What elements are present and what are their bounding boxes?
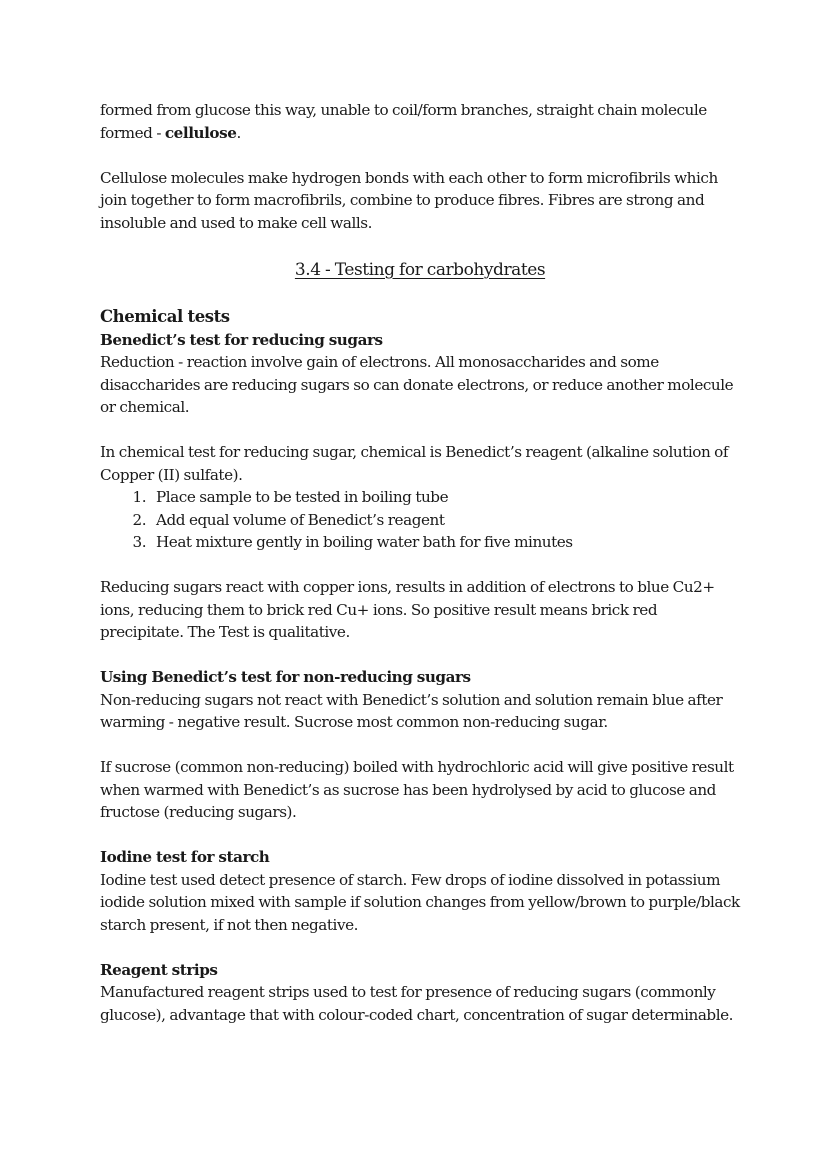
iodine-test-paragraph: Iodine test used detect presence of starch. Few drops of iodine dissolved in potassium iodide solution mixed with sample if solution changes from yellow/brown to purple/black starch present, if not then negative. — [100, 870, 740, 934]
document-page — [100, 99, 740, 1026]
heading-non-reducing-sugars: Using Benedict’s test for non-reducing sugars — [100, 668, 471, 686]
heading-chemical-tests: Chemical tests — [100, 306, 230, 326]
list-item: 3. Heat mixture gently in boiling water bath for five minutes — [150, 531, 740, 554]
benedicts-result-paragraph: Reducing sugars react with copper ions, results in addition of electrons to blue Cu2+ ions, reducing them to brick red Cu+ ions. So positive result means brick red precipitate. The Test is qualitative. — [100, 578, 715, 641]
spacer — [100, 144, 740, 167]
spacer — [100, 824, 740, 847]
spacer — [100, 936, 740, 959]
spacer — [100, 419, 740, 442]
non-reducing-paragraph: Non-reducing sugars not react with Benedict’s solution and solution remain blue after warming - negative result. Sucrose most common non-reducing sugar. — [100, 690, 723, 731]
benedicts-reduction-paragraph: Reduction - reaction involve gain of electrons. All monosaccharides and some disaccharides are reducing sugars so can donate electrons, or reduce another molecule or chemical. — [100, 353, 734, 416]
list-item: 1. Place sample to be tested in boiling tube — [150, 486, 740, 509]
cellulose-term: cellulose — [164, 123, 237, 142]
heading-iodine-test: Iodine test for starch — [100, 848, 270, 866]
intro-punctuation: . — [236, 123, 241, 142]
intro-paragraph-cellulose-formation — [100, 99, 740, 144]
heading-reagent-strips: Reagent strips — [100, 960, 218, 979]
benedicts-reagent-paragraph: In chemical test for reducing sugar, chemical is Benedict’s reagent (alkaline solution of Copper (II) sulfate). — [100, 443, 729, 484]
intro-paragraph-microfibrils: Cellulose molecules make hydrogen bonds with each other to form microfibrils which join together to form macrofibrils, combine to produce fibres. Fibres are strong and insoluble and used to make cell walls. — [100, 168, 718, 232]
intro-text: formed from glucose this way, unable to coil/form branches, straight chain molecule formed - — [100, 101, 707, 142]
spacer — [100, 644, 740, 667]
heading-benedicts-test: Benedict’s test for reducing sugars — [100, 330, 383, 349]
sucrose-hydrolysis-paragraph: If sucrose (common non-reducing) boiled with hydrochloric acid will give positive result when warmed with Benedict’s as sucrose has been hydrolysed by acid to glucose and fructose (reducing sugars). — [100, 758, 734, 821]
spacer — [100, 734, 740, 757]
reagent-strips-paragraph: Manufactured reagent strips used to test for presence of reducing sugars (commonly glucose), advantage that with colour-coded chart, concentration of sugar determinable. — [100, 983, 734, 1024]
section-title: 3.4 - Testing for carbohydrates — [294, 259, 546, 280]
spacer — [100, 554, 740, 577]
list-item: 2. Add equal volume of Benedict’s reagent — [150, 509, 740, 532]
spacer — [100, 234, 740, 257]
benedicts-steps-list — [100, 486, 740, 554]
